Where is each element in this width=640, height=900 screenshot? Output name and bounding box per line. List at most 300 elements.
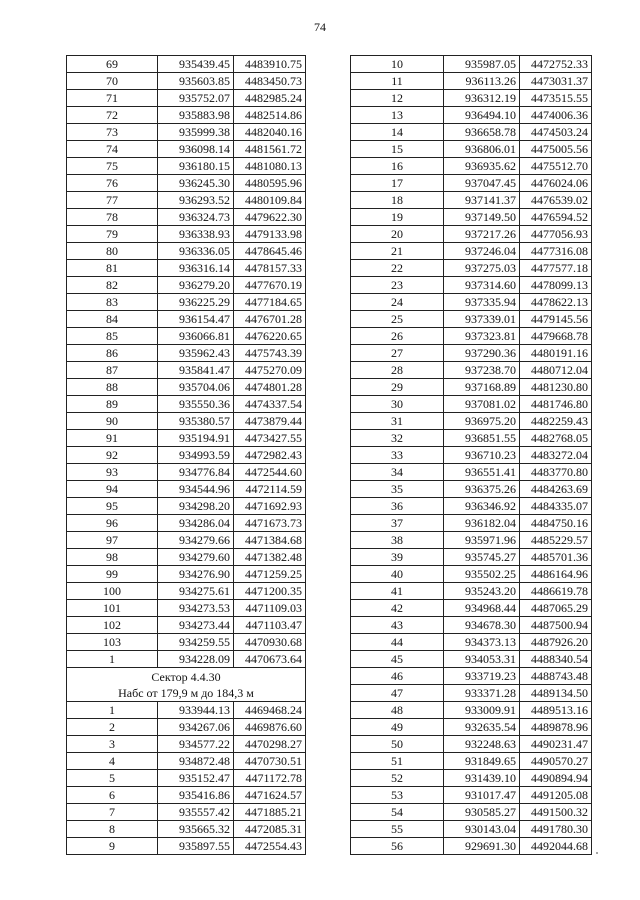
coordinate-y-cell: 4484263.69 [520,481,592,498]
coordinate-y-cell: 4477184.65 [234,294,306,311]
point-number-cell: 55 [351,821,444,838]
coordinate-x-cell: 936338.93 [158,226,234,243]
table-row [351,107,592,124]
coordinate-y-cell: 4471172.78 [234,770,306,787]
point-number-cell: 100 [67,583,158,600]
table-row [67,277,306,294]
coordinate-x-cell: 932635.54 [444,719,520,736]
point-number-cell: 20 [351,226,444,243]
coordinate-x-cell: 936316.14 [158,260,234,277]
coordinate-x-cell: 935152.47 [158,770,234,787]
coordinate-y-cell: 4483910.75 [234,56,306,73]
point-number-cell: 26 [351,328,444,345]
coordinate-y-cell: 4483450.73 [234,73,306,90]
table-row [67,209,306,226]
coordinate-x-cell: 935502.25 [444,566,520,583]
coordinate-y-cell: 4482514.86 [234,107,306,124]
coordinate-y-cell: 4480109.84 [234,192,306,209]
coordinate-y-cell: 4481746.80 [520,396,592,413]
table-row [67,753,306,770]
table-row [67,362,306,379]
point-number-cell: 12 [351,90,444,107]
coordinate-y-cell: 4487500.94 [520,617,592,634]
coordinate-x-cell: 937275.03 [444,260,520,277]
coordinate-x-cell: 931017.47 [444,787,520,804]
point-number-cell: 11 [351,73,444,90]
table-row [351,481,592,498]
table-row [67,311,306,328]
coordinate-y-cell: 4487065.29 [520,600,592,617]
coordinate-y-cell: 4481230.80 [520,379,592,396]
table-row [67,804,306,821]
point-number-cell: 86 [67,345,158,362]
table-row [351,192,592,209]
point-number-cell: 47 [351,685,444,702]
point-number-cell: 9 [67,838,158,855]
point-number-cell: 2 [67,719,158,736]
point-number-cell: 96 [67,515,158,532]
coordinate-x-cell: 934053.31 [444,651,520,668]
coordinate-y-cell: 4485701.36 [520,549,592,566]
point-number-cell: 5 [67,770,158,787]
point-number-cell: 35 [351,481,444,498]
table-row [351,821,592,838]
coordinate-y-cell: 4489134.50 [520,685,592,702]
coordinate-y-cell: 4471673.73 [234,515,306,532]
table-row [67,175,306,192]
coordinate-y-cell: 4486164.96 [520,566,592,583]
table-row [67,821,306,838]
point-number-cell: 1 [67,651,158,668]
coordinate-y-cell: 4470930.68 [234,634,306,651]
table-row [351,90,592,107]
coordinate-x-cell: 934373.13 [444,634,520,651]
coordinate-y-cell: 4492044.68 [520,838,592,855]
table-row [67,260,306,277]
coordinate-x-cell: 929691.30 [444,838,520,855]
table-row [351,617,592,634]
coordinate-y-cell: 4472544.60 [234,464,306,481]
table-row [67,243,306,260]
coordinate-y-cell: 4473031.37 [520,73,592,90]
coordinate-x-cell: 934273.53 [158,600,234,617]
coordinate-y-cell: 4481561.72 [234,141,306,158]
table-row [67,481,306,498]
coordinate-y-cell: 4471885.21 [234,804,306,821]
point-number-cell: 54 [351,804,444,821]
coordinate-x-cell: 936293.52 [158,192,234,209]
point-number-cell: 31 [351,413,444,430]
coordinate-x-cell: 935704.06 [158,379,234,396]
coordinate-y-cell: 4491780.30 [520,821,592,838]
coordinate-x-cell: 934872.48 [158,753,234,770]
coordinate-y-cell: 4490894.94 [520,770,592,787]
coordinate-y-cell: 4474006.36 [520,107,592,124]
table-row [351,736,592,753]
point-number-cell: 34 [351,464,444,481]
table-row [67,549,306,566]
coordinate-y-cell: 4480595.96 [234,175,306,192]
coordinate-x-cell: 937335.94 [444,294,520,311]
point-number-cell: 85 [67,328,158,345]
coordinate-y-cell: 4482768.05 [520,430,592,447]
point-number-cell: 79 [67,226,158,243]
coordinate-x-cell: 935745.27 [444,549,520,566]
coordinate-y-cell: 4471692.93 [234,498,306,515]
coordinate-y-cell: 4477670.19 [234,277,306,294]
point-number-cell: 46 [351,668,444,685]
point-number-cell: 29 [351,379,444,396]
table-row [67,498,306,515]
point-number-cell: 4 [67,753,158,770]
coordinate-x-cell: 935194.91 [158,430,234,447]
point-number-cell: 30 [351,396,444,413]
coordinate-y-cell: 4480712.04 [520,362,592,379]
point-number-cell: 25 [351,311,444,328]
coordinate-y-cell: 4484335.07 [520,498,592,515]
coordinate-x-cell: 936336.05 [158,243,234,260]
table-row [67,770,306,787]
point-number-cell: 93 [67,464,158,481]
table-row [67,73,306,90]
coordinate-y-cell: 4472554.43 [234,838,306,855]
table-row [67,566,306,583]
table-row [351,243,592,260]
point-number-cell: 37 [351,515,444,532]
coordinate-y-cell: 4486619.78 [520,583,592,600]
table-row [67,226,306,243]
point-number-cell: 49 [351,719,444,736]
coordinate-x-cell: 936098.14 [158,141,234,158]
coordinate-x-cell: 935380.57 [158,413,234,430]
table-row [351,413,592,430]
point-number-cell: 39 [351,549,444,566]
coordinate-y-cell: 4483272.04 [520,447,592,464]
coordinates-table-right [350,55,592,855]
point-number-cell: 33 [351,447,444,464]
coordinate-x-cell: 937047.45 [444,175,520,192]
point-number-cell: 41 [351,583,444,600]
table-row [67,158,306,175]
point-number-cell: 83 [67,294,158,311]
coordinate-x-cell: 930143.04 [444,821,520,838]
point-number-cell: 36 [351,498,444,515]
coordinate-x-cell: 936975.20 [444,413,520,430]
table-row [351,532,592,549]
coordinate-y-cell: 4471624.57 [234,787,306,804]
table-row [67,464,306,481]
table-row [351,141,592,158]
table-row [351,600,592,617]
table-row [67,447,306,464]
coordinate-x-cell: 936324.73 [158,209,234,226]
table-row [67,600,306,617]
point-number-cell: 10 [351,56,444,73]
point-number-cell: 103 [67,634,158,651]
point-number-cell: 71 [67,90,158,107]
table-row [67,583,306,600]
table-row [351,685,592,702]
coordinate-y-cell: 4476220.65 [234,328,306,345]
coordinate-x-cell: 937141.37 [444,192,520,209]
point-number-cell: 97 [67,532,158,549]
coordinate-y-cell: 4471109.03 [234,600,306,617]
coordinate-x-cell: 933944.13 [158,702,234,719]
point-number-cell: 92 [67,447,158,464]
table-row [351,345,592,362]
coordinate-y-cell: 4475005.56 [520,141,592,158]
coordinate-x-cell: 935603.85 [158,73,234,90]
coordinate-y-cell: 4479145.56 [520,311,592,328]
coordinate-x-cell: 935243.20 [444,583,520,600]
coordinates-table-left [66,55,306,855]
point-number-cell: 7 [67,804,158,821]
point-number-cell: 81 [67,260,158,277]
point-number-cell: 91 [67,430,158,447]
coordinate-y-cell: 4479622.30 [234,209,306,226]
coordinate-x-cell: 936245.30 [158,175,234,192]
table-row [351,549,592,566]
coordinate-x-cell: 934678.30 [444,617,520,634]
point-number-cell: 77 [67,192,158,209]
table-row [67,719,306,736]
point-number-cell: 51 [351,753,444,770]
point-number-cell: 98 [67,549,158,566]
table-row [67,515,306,532]
coordinate-y-cell: 4476539.02 [520,192,592,209]
point-number-cell: 102 [67,617,158,634]
table-row [351,447,592,464]
coordinate-x-cell: 935416.86 [158,787,234,804]
coordinate-y-cell: 4477056.93 [520,226,592,243]
point-number-cell: 24 [351,294,444,311]
coordinate-x-cell: 937217.26 [444,226,520,243]
coordinate-x-cell: 931849.65 [444,753,520,770]
coordinate-y-cell: 4482259.43 [520,413,592,430]
table-row [351,260,592,277]
coordinate-x-cell: 935962.43 [158,345,234,362]
coordinate-x-cell: 935550.36 [158,396,234,413]
table-row [67,396,306,413]
point-number-cell: 69 [67,56,158,73]
table-row [67,328,306,345]
table-row [67,838,306,855]
coordinate-y-cell: 4478157.33 [234,260,306,277]
coordinate-x-cell: 934279.60 [158,549,234,566]
coordinate-y-cell: 4475512.70 [520,158,592,175]
table-row [67,294,306,311]
coordinate-y-cell: 4471384.68 [234,532,306,549]
coordinate-y-cell: 4490570.27 [520,753,592,770]
table-row [67,56,306,73]
coordinate-x-cell: 937149.50 [444,209,520,226]
coordinate-y-cell: 4484750.16 [520,515,592,532]
point-number-cell: 22 [351,260,444,277]
sector-subtitle-row [67,685,306,702]
coordinate-y-cell: 4479668.78 [520,328,592,345]
coordinate-x-cell: 936180.15 [158,158,234,175]
coordinate-x-cell: 936935.62 [444,158,520,175]
coordinate-y-cell: 4491205.08 [520,787,592,804]
table-row [351,770,592,787]
table-row [351,226,592,243]
coordinate-y-cell: 4482040.16 [234,124,306,141]
point-number-cell: 45 [351,651,444,668]
coordinate-x-cell: 936346.92 [444,498,520,515]
coordinate-y-cell: 4477577.18 [520,260,592,277]
coordinate-x-cell: 937168.89 [444,379,520,396]
point-number-cell: 15 [351,141,444,158]
coordinate-x-cell: 933371.28 [444,685,520,702]
point-number-cell: 27 [351,345,444,362]
sector-title: Сектор 4.4.30 [67,668,306,686]
point-number-cell: 78 [67,209,158,226]
table-row [351,73,592,90]
coordinate-y-cell: 4482985.24 [234,90,306,107]
point-number-cell: 87 [67,362,158,379]
coordinate-x-cell: 934298.20 [158,498,234,515]
point-number-cell: 16 [351,158,444,175]
table-row [351,515,592,532]
coordinate-x-cell: 936375.26 [444,481,520,498]
table-row [67,379,306,396]
point-number-cell: 95 [67,498,158,515]
coordinate-x-cell: 936494.10 [444,107,520,124]
coordinate-x-cell: 936806.01 [444,141,520,158]
table-row [67,413,306,430]
point-number-cell: 99 [67,566,158,583]
coordinate-x-cell: 936113.26 [444,73,520,90]
table-row [351,753,592,770]
point-number-cell: 82 [67,277,158,294]
coordinate-x-cell: 935557.42 [158,804,234,821]
coordinate-x-cell: 936658.78 [444,124,520,141]
coordinate-y-cell: 4471200.35 [234,583,306,600]
table-row [67,634,306,651]
coordinate-y-cell: 4474503.24 [520,124,592,141]
coordinate-y-cell: 4472085.31 [234,821,306,838]
coordinate-y-cell: 4483770.80 [520,464,592,481]
coordinate-x-cell: 934968.44 [444,600,520,617]
table-row [351,362,592,379]
table-row [351,566,592,583]
table-row [351,430,592,447]
coordinate-y-cell: 4470673.64 [234,651,306,668]
point-number-cell: 6 [67,787,158,804]
table-row [67,345,306,362]
point-number-cell: 53 [351,787,444,804]
point-number-cell: 8 [67,821,158,838]
point-number-cell: 44 [351,634,444,651]
point-number-cell: 28 [351,362,444,379]
coordinate-x-cell: 937081.02 [444,396,520,413]
coordinate-x-cell: 932248.63 [444,736,520,753]
coordinate-x-cell: 936225.29 [158,294,234,311]
coordinate-x-cell: 934544.96 [158,481,234,498]
coordinate-x-cell: 935897.55 [158,838,234,855]
table-row [351,804,592,821]
table-row [351,277,592,294]
coordinate-x-cell: 937323.81 [444,328,520,345]
coordinate-y-cell: 4475270.09 [234,362,306,379]
sector-subtitle: Набс от 179,9 м до 184,3 м [67,685,306,702]
point-number-cell: 80 [67,243,158,260]
coordinate-y-cell: 4476701.28 [234,311,306,328]
point-number-cell: 19 [351,209,444,226]
point-number-cell: 38 [351,532,444,549]
coordinate-y-cell: 4469468.24 [234,702,306,719]
table-row [351,838,592,855]
point-number-cell: 40 [351,566,444,583]
table-row [351,719,592,736]
point-number-cell: 32 [351,430,444,447]
coordinate-x-cell: 935752.07 [158,90,234,107]
sector-title-row [67,668,306,686]
coordinate-y-cell: 4473427.55 [234,430,306,447]
point-number-cell: 43 [351,617,444,634]
point-number-cell: 94 [67,481,158,498]
coordinate-y-cell: 4487926.20 [520,634,592,651]
coordinate-y-cell: 4490231.47 [520,736,592,753]
coordinate-y-cell: 4478622.13 [520,294,592,311]
coordinate-x-cell: 937314.60 [444,277,520,294]
table-row [351,124,592,141]
table-row [67,617,306,634]
table-row [67,124,306,141]
coordinate-y-cell: 4471103.47 [234,617,306,634]
coordinate-x-cell: 936182.04 [444,515,520,532]
coordinate-y-cell: 4480191.16 [520,345,592,362]
table-row [67,651,306,668]
coordinate-y-cell: 4470730.51 [234,753,306,770]
coordinate-x-cell: 935665.32 [158,821,234,838]
table-row [351,158,592,175]
point-number-cell: 74 [67,141,158,158]
table-row [67,107,306,124]
point-number-cell: 17 [351,175,444,192]
coordinate-y-cell: 4489513.16 [520,702,592,719]
coordinate-x-cell: 933719.23 [444,668,520,685]
point-number-cell: 89 [67,396,158,413]
coordinate-x-cell: 936066.81 [158,328,234,345]
coordinate-y-cell: 4478645.46 [234,243,306,260]
table-row [351,209,592,226]
coordinate-y-cell: 4489878.96 [520,719,592,736]
table-row [67,532,306,549]
coordinate-y-cell: 4488340.54 [520,651,592,668]
table-row [351,56,592,73]
point-number-cell: 88 [67,379,158,396]
table-row [351,379,592,396]
point-number-cell: 90 [67,413,158,430]
coordinate-x-cell: 934776.84 [158,464,234,481]
coordinate-x-cell: 934276.90 [158,566,234,583]
coordinate-y-cell: 4476024.06 [520,175,592,192]
table-row [67,430,306,447]
coordinate-y-cell: 4472752.33 [520,56,592,73]
point-number-cell: 52 [351,770,444,787]
coordinate-y-cell: 4491500.32 [520,804,592,821]
coordinate-y-cell: 4471382.48 [234,549,306,566]
coordinate-x-cell: 934279.66 [158,532,234,549]
coordinate-y-cell: 4469876.60 [234,719,306,736]
coordinate-x-cell: 934228.09 [158,651,234,668]
table-row [67,192,306,209]
point-number-cell: 14 [351,124,444,141]
point-number-cell: 72 [67,107,158,124]
point-number-cell: 21 [351,243,444,260]
table-row [351,328,592,345]
